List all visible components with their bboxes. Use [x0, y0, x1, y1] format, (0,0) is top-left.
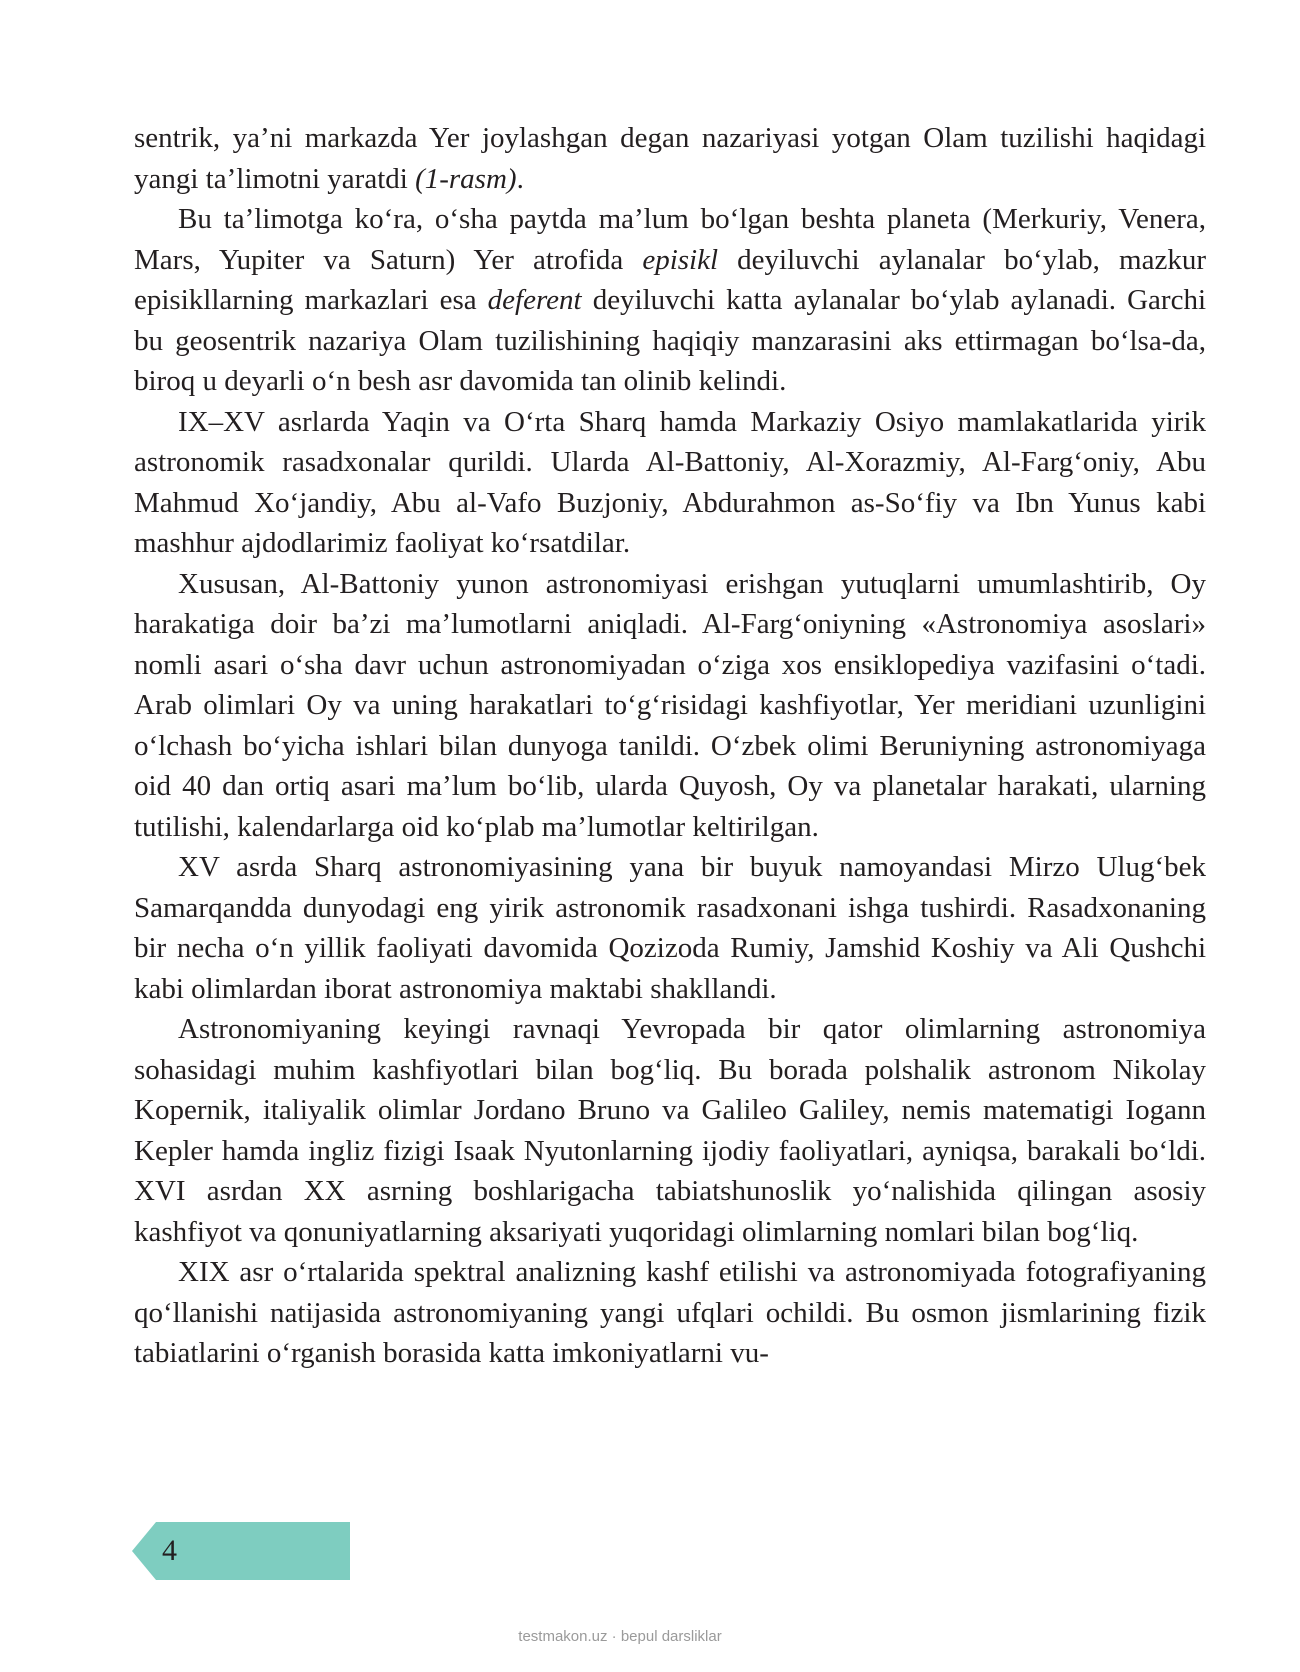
paragraph-6: Astronomiyaning keyingi ravnaqi Yevropada bir qator olimlarning astronomiya sohasidagi muhim kashfiyotlari bilan bog‘liq. Bu borada polshalik astronom Nikolay Kopernik, italiyalik olimlar Jordano Bruno va Galileo Galiley, nemis matematigi Iogann Kepler hamda ingliz fizigi Isaak Nyutonlarning ijodiy faoliyatlari, ayniqsa, barakali bo‘ldi. XVI asrdan XX asrning boshlarigacha tabiatshunoslik yo‘nalishida qilingan asosiy kashfiyot va qonuniyatlarning aksariyati yuqoridagi olimlarning nomlari bilan bog‘liq. — [134, 1013, 1206, 1248]
paragraph-1 — [134, 118, 1206, 199]
paragraph-1-text: sentrik, ya’ni markazda Yer joylashgan degan nazariyasi yotgan Olam tuzilishi haqidagi yangi ta’limotni yaratdi — [134, 122, 1206, 195]
paragraph-2 — [134, 199, 1206, 402]
body-text — [134, 118, 1206, 1374]
paragraph-2-text-c: deyiluvchi katta aylanalar bo‘ylab aylanadi. Garchi bu geosentrik nazariya Olam tuzilishining haqiqiy manzarasini aks ettirmagan bo‘lsa-da, biroq u deyarli o‘n besh asr davomida tan olinib kelindi. — [134, 284, 1206, 397]
page-number: 4 — [162, 1534, 177, 1567]
paragraph-7: XIX asr o‘rtalarida spektral analizning kashf etilishi va astronomiyada fotografiyaning qo‘llanishi natijasida astronomiyaning yangi ufqlari ochildi. Bu osmon jismlarining fizik tabiatlarini o‘rganish borasida katta imkoniyatlarni vu- — [134, 1256, 1206, 1369]
paragraph-1-end: . — [516, 162, 524, 195]
paragraph-4: Xususan, Al-Battoniy yunon astronomiyasi erishgan yutuqlarni umumlashtirib, Oy harakatiga doir ba’zi ma’lumotlarni aniqladi. Al-Farg‘oniyning «Astronomiya asoslari» nomli asari o‘sha davr uchun astronomiyadan o‘ziga xos ensiklopediya vazifasini o‘tadi. Arab olimlari Oy va uning harakatlari to‘g‘risidagi kashfiyotlar, Yer meridiani uzunligini o‘lchash bo‘yicha ishlari bilan dunyoga tanildi. O‘zbek olimi Beruniyning astronomiyaga oid 40 dan ortiq asari ma’lum bo‘lib, ularda Quyosh, Oy va planetalar harakati, ularning tutilishi, kalendarlarga oid ko‘plab ma’lumotlar keltirilgan. — [134, 567, 1206, 843]
footer-watermark: testmakon.uz · bepul darsliklar — [518, 1628, 722, 1645]
paragraph-2-text-a: Bu ta’limotga ko‘ra, o‘sha paytda ma’lum bo‘lgan beshta planeta (Merkuriy, Venera, Mars, Yupiter va Saturn) Yer atrofida — [134, 203, 1206, 276]
paragraph-5: XV asrda Sharq astronomiyasining yana bir buyuk namoyandasi Mirzo Ulug‘bek Samarqandda dunyodagi eng yirik astronomik rasadxonani ishga tushirdi. Rasadxonaning bir necha o‘n yillik faoliyati davomida Qozizoda Rumiy, Jamshid Koshiy va Ali Qushchi kabi olimlardan iborat astronomiya maktabi shakllandi. — [134, 851, 1206, 1005]
term-deferent: deferent — [487, 284, 582, 316]
figure-reference: (1-rasm) — [415, 162, 517, 195]
paragraph-3: IX–XV asrlarda Yaqin va O‘rta Sharq hamda Markaziy Osiyo mamlakatlarida yirik astronomik rasadxonalar qurildi. Ularda Al-Battoniy, Al-Xorazmiy, Al-Farg‘oniy, Abu Mahmud Xo‘jandiy, Abu al-Vafo Buzjoniy, Abdurahmon as-So‘fiy va Ibn Yunus kabi mashhur ajdodlarimiz faoliyat ko‘rsatdilar. — [134, 405, 1206, 559]
paragraph-2-text-b: deyiluvchi aylanalar bo‘ylab, mazkur episikllarning markazlari esa — [134, 243, 1207, 316]
term-episikl: episikl — [642, 243, 719, 276]
